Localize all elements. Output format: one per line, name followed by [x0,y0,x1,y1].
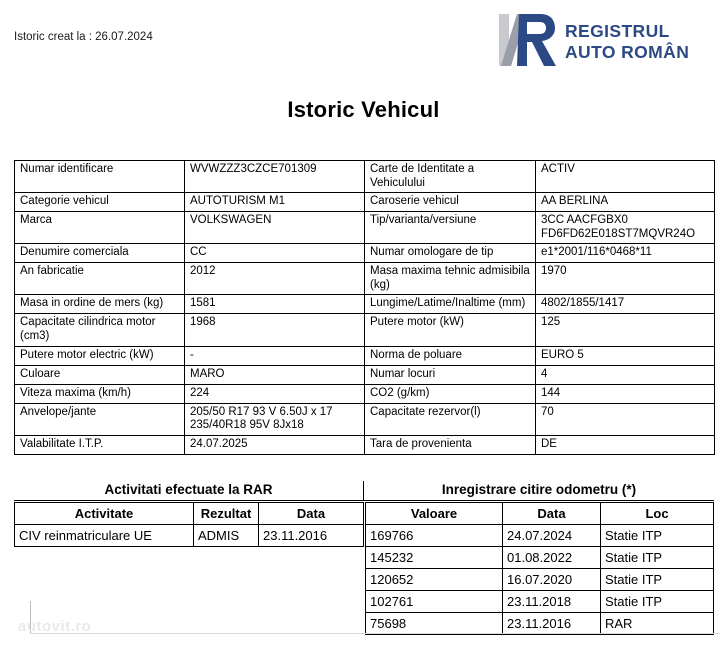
table-cell: Statie ITP [601,547,714,569]
spec-row [15,403,715,435]
spec-label: Masa in ordine de mers (kg) [15,295,185,314]
spec-row [15,161,715,193]
table-cell: 120652 [366,569,503,591]
spec-value: WVWZZZ3CZCE701309 [185,161,365,193]
column-header: Activitate [15,503,194,525]
specs-table-body [15,161,715,455]
spec-label: Putere motor electric (kW) [15,346,185,365]
column-header: Data [503,503,601,525]
history-created-date: Istoric creat la : 26.07.2024 [14,31,153,43]
activities-table [14,502,364,547]
section-header-band [14,481,714,501]
spec-row [15,365,715,384]
spec-value: - [185,346,365,365]
table-cell: 16.07.2020 [503,569,601,591]
spec-value: CC [185,244,365,263]
table-cell: RAR [601,613,714,635]
page-title: Istoric Vehicul [287,97,440,122]
activities-header-row [15,503,364,525]
column-header: Loc [601,503,714,525]
spec-value: AA BERLINA [536,193,715,212]
spec-label: Tip/varianta/versiune [365,212,536,244]
spec-value: VOLKSWAGEN [185,212,365,244]
spec-value: 1970 [536,263,715,295]
spec-label: Caroserie vehicul [365,193,536,212]
column-header: Rezultat [194,503,259,525]
spec-label: Capacitate cilindrica motor (cm3) [15,314,185,346]
spec-label: Lungime/Latime/Inaltime (mm) [365,295,536,314]
registrul-auto-roman-logo [497,12,692,72]
spec-label: Numar omologare de tip [365,244,536,263]
spec-row [15,263,715,295]
spec-label: Marca [15,212,185,244]
odometer-row [366,569,714,591]
rar-logo-mark-icon [497,12,559,68]
spec-row [15,314,715,346]
spec-value: 4 [536,365,715,384]
spec-row [15,384,715,403]
spec-row [15,346,715,365]
column-header: Valoare [366,503,503,525]
spec-value: 70 [536,403,715,435]
spec-value: DE [536,435,715,454]
table-cell: 01.08.2022 [503,547,601,569]
table-cell: 23.11.2018 [503,591,601,613]
table-cell: 23.11.2016 [259,525,364,547]
table-cell: 24.07.2024 [503,525,601,547]
spec-row [15,212,715,244]
spec-value: e1*2001/116*0468*11 [536,244,715,263]
spec-row [15,193,715,212]
spec-value: 205/50 R17 93 V 6.50J x 17 235/40R18 95V 8Jx18 [185,403,365,435]
spec-label: An fabricatie [15,263,185,295]
table-cell: 169766 [366,525,503,547]
table-cell: 102761 [366,591,503,613]
odometer-table-head [366,503,714,525]
table-cell: ADMIS [194,525,259,547]
spec-label: Putere motor (kW) [365,314,536,346]
table-cell: Statie ITP [601,569,714,591]
activities-table-body [15,525,364,547]
odometer-row [366,547,714,569]
rar-logo-text [565,21,689,62]
spec-value: 224 [185,384,365,403]
spec-value: 125 [536,314,715,346]
table-cell: 23.11.2016 [503,613,601,635]
vehicle-specifications-table [14,160,715,455]
spec-label: Culoare [15,365,185,384]
table-cell: 145232 [366,547,503,569]
watermark-rule [30,633,720,634]
spec-label: Viteza maxima (km/h) [15,384,185,403]
table-cell: CIV reinmatriculare UE [15,525,194,547]
spec-label: Numar identificare [15,161,185,193]
spec-label: Masa maxima tehnic admisibila (kg) [365,263,536,295]
spec-label: Categorie vehicul [15,193,185,212]
spec-value: 3CC AACFGBX0 FD6FD62E018ST7MQVR24O [536,212,715,244]
spec-value: MARO [185,365,365,384]
spec-label: Denumire comerciala [15,244,185,263]
spec-value: 1581 [185,295,365,314]
spec-row [15,295,715,314]
table-cell: Statie ITP [601,591,714,613]
spec-value: 24.07.2025 [185,435,365,454]
activities-section-title: Activitati efectuate la RAR [14,481,364,501]
spec-row [15,244,715,263]
spec-label: Capacitate rezervor(l) [365,403,536,435]
odometer-table-body [366,525,714,635]
odometer-row [366,613,714,635]
spec-row [15,435,715,454]
column-header: Data [259,503,364,525]
rar-logo-line1: REGISTRUL [565,21,670,41]
spec-label: Numar locuri [365,365,536,384]
bottom-tables-area [14,502,714,635]
spec-value: 1968 [185,314,365,346]
spec-value: 4802/1855/1417 [536,295,715,314]
spec-label: Anvelope/jante [15,403,185,435]
table-cell: Statie ITP [601,525,714,547]
odometer-row [366,525,714,547]
table-cell: 75698 [366,613,503,635]
spec-label: Carte de Identitate a Vehiculului [365,161,536,193]
document-header [0,0,727,90]
odometer-row [366,591,714,613]
spec-value: 144 [536,384,715,403]
spec-value: EURO 5 [536,346,715,365]
activity-row [15,525,364,547]
odometer-table [365,502,714,635]
watermark-text: autovit.ro [18,618,92,635]
spec-label: Valabilitate I.T.P. [15,435,185,454]
spec-label: Norma de poluare [365,346,536,365]
spec-value: 2012 [185,263,365,295]
spec-label: CO2 (g/km) [365,384,536,403]
rar-logo-line2: AUTO ROMÂN [565,41,690,62]
spec-value: ACTIV [536,161,715,193]
spec-value: AUTOTURISM M1 [185,193,365,212]
odometer-section-title: Inregistrare citire odometru (*) [364,481,714,501]
activities-table-head [15,503,364,525]
spec-label: Tara de provenienta [365,435,536,454]
odometer-header-row [366,503,714,525]
